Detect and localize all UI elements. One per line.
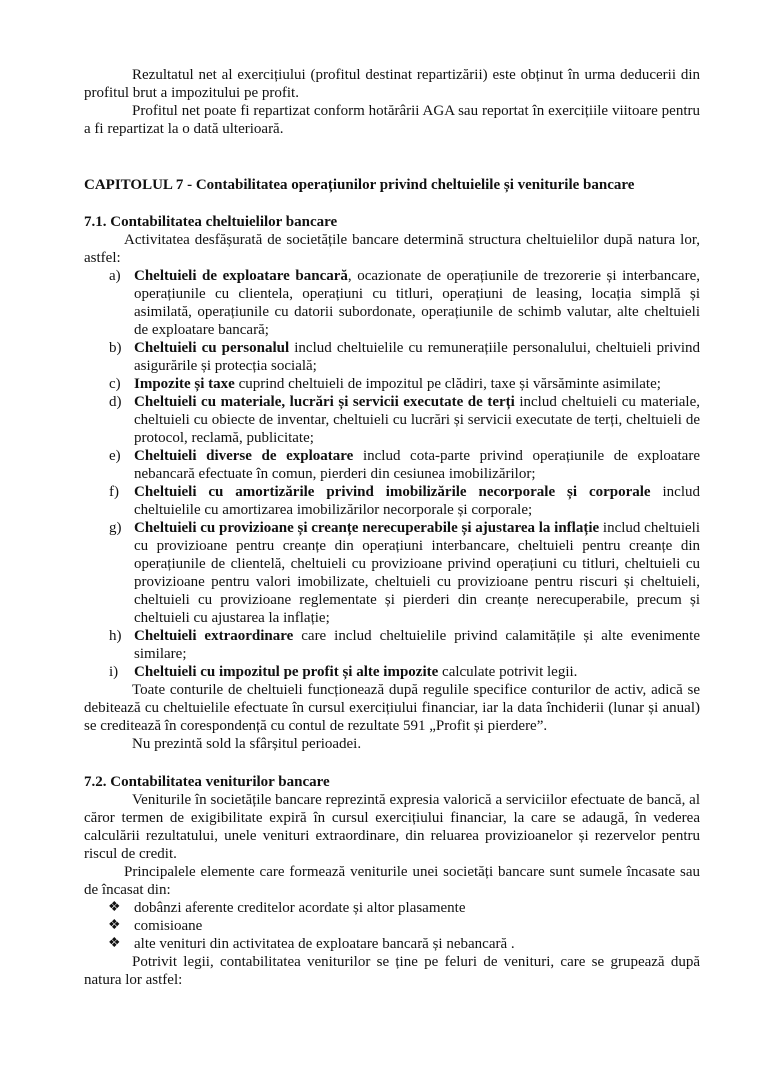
expense-category-item bbox=[84, 483, 700, 519]
revenue-sources-list bbox=[84, 899, 700, 953]
revenue-source-item bbox=[84, 899, 700, 917]
expense-category-description: calculate potrivit legii. bbox=[438, 664, 578, 680]
list-marker: g) bbox=[109, 520, 122, 536]
expense-category-description: care includ cheltuielile privind calamitățile și alte evenimente similare; bbox=[134, 628, 700, 662]
expense-category-name: Cheltuieli cu provizioane și creanțe nerecuperabile și ajustarea la inflație bbox=[134, 520, 600, 536]
list-marker: h) bbox=[109, 628, 122, 644]
expense-category-name: Cheltuieli cu personalul bbox=[134, 340, 290, 356]
expense-category-name: Impozite și taxe bbox=[134, 376, 235, 392]
intro-paragraph-1: Rezultatul net al exercițiului (profitul destinat repartizării) este obținut în urma deducerii din profitul brut a impozitului pe profit. bbox=[84, 67, 700, 101]
section-7-1 bbox=[84, 213, 700, 753]
section-7-1-heading: 7.1. Contabilitatea cheltuielilor bancare bbox=[84, 214, 338, 230]
list-marker: i) bbox=[109, 664, 119, 680]
expense-category-description: includ cheltuielile cu amortizarea imobilizărilor necorporale și corporale; bbox=[134, 484, 700, 518]
intro-paragraph-2: Profitul net poate fi repartizat conform hotărârii AGA sau reportat în exercițiile viitoare pentru a fi repartizat la o dată ulterioară. bbox=[84, 103, 700, 137]
expense-category-name: Cheltuieli cu materiale, lucrări și servicii executate de terți bbox=[134, 394, 515, 410]
chapter-title: Contabilitatea operațiunilor privind cheltuielile și veniturile bancare bbox=[195, 177, 635, 193]
expense-category-name: Cheltuieli diverse de exploatare bbox=[134, 448, 354, 464]
expense-category-description: cuprind cheltuieli de impozitul pe clădiri, taxe și vărsăminte asimilate; bbox=[234, 376, 661, 392]
section-7-2-heading: 7.2. Contabilitatea veniturilor bancare bbox=[84, 774, 330, 790]
intro-block bbox=[84, 66, 700, 138]
expense-category-description: includ cota-parte privind operațiunile de exploatare nebancară efectuate în comun, pierderi din cesiunea imobilizărilor; bbox=[134, 448, 700, 482]
expense-category-description: includ cheltuieli cu provizioane pentru creanțe din operațiuni interbancare, cheltuieli pentru creanțe din operațiunile de clientelă, cheltuieli cu provizioane privind operațiuni cu titluri, cheltuieli cu provizioane pentru valori imobilizate, cheltuieli cu provizioane pentru riscuri și cheltuieli, cheltuieli cu provizioane reglementate și pierderi din creanțe nerecuperabile, precum și cheltuieli cu ajustarea la inflație; bbox=[134, 520, 700, 626]
list-marker: f) bbox=[109, 484, 119, 500]
expense-category-name: Cheltuieli cu impozitul pe profit și alte impozite bbox=[134, 664, 439, 680]
expense-category-item bbox=[84, 447, 700, 483]
list-marker: e) bbox=[109, 448, 121, 464]
list-marker: c) bbox=[109, 376, 121, 392]
section-7-1-intro: Activitatea desfășurată de societățile bancare determină structura cheltuielilor după natura lor, astfel: bbox=[84, 232, 700, 266]
section-7-1-paragraph-after-1: Toate conturile de cheltuieli funcționează după regulile specifice conturilor de activ, adică se debitează cu cheltuielile efectuate în cursul exercițiului financiar, iar la data închiderii (lunar și anual) se creditează în corespondență cu contul de rezultate 591 „Profit și pierdere”. bbox=[84, 682, 700, 734]
revenue-source-text: dobânzi aferente creditelor acordate și altor plasamente bbox=[134, 900, 466, 916]
expense-category-name: Cheltuieli extraordinare bbox=[134, 628, 294, 644]
revenue-source-text: comisioane bbox=[134, 918, 203, 934]
diamond-bullet-icon: ❖ bbox=[108, 936, 121, 951]
diamond-bullet-icon: ❖ bbox=[108, 900, 121, 915]
revenue-source-text: alte venituri din activitatea de exploatare bancară și nebancară . bbox=[134, 936, 515, 952]
section-7-2-paragraph-1: Veniturile în societățile bancare reprezintă expresia valorică a serviciilor efectuate de bancă, al căror termen de exigibilitate expiră în cursul exercițiului financiar, la care se adaugă, în vederea calculării rezultatului, unele venituri extraordinare, din reluarea provizioanelor și rezervelor pentru riscul de credit. bbox=[84, 792, 700, 862]
section-7-2-paragraph-3: Potrivit legii, contabilitatea veniturilor se ține pe feluri de venituri, care se grupează după natura lor astfel: bbox=[84, 954, 700, 988]
chapter-heading bbox=[84, 176, 700, 194]
section-7-1-paragraph-after-2: Nu prezintă sold la sfârșitul perioadei. bbox=[132, 736, 362, 752]
expense-categories-list bbox=[84, 267, 700, 681]
chapter-prefix: CAPITOLUL 7 - bbox=[84, 177, 196, 193]
list-marker: b) bbox=[109, 340, 122, 356]
expense-category-item bbox=[84, 267, 700, 339]
revenue-source-item bbox=[84, 917, 700, 935]
section-7-2-paragraph-2: Principalele elemente care formează veniturile unei societăți bancare sunt sumele încasate sau de încasat din: bbox=[84, 864, 700, 898]
revenue-source-item bbox=[84, 935, 700, 953]
expense-category-name: Cheltuieli cu amortizările privind imobilizările necorporale și corporale bbox=[134, 484, 651, 500]
expense-category-name: Cheltuieli de exploatare bancară bbox=[134, 268, 348, 284]
list-marker: a) bbox=[109, 268, 121, 284]
expense-category-description: includ cheltuieli cu materiale, cheltuieli cu obiecte de inventar, cheltuieli cu lucrări și servicii executate de terți, cheltuieli de protocol, reclamă, publicitate; bbox=[134, 394, 700, 446]
diamond-bullet-icon: ❖ bbox=[108, 918, 121, 933]
list-marker: d) bbox=[109, 394, 122, 410]
expense-category-item bbox=[84, 375, 700, 393]
section-7-2 bbox=[84, 773, 700, 989]
expense-category-description: includ cheltuielile cu remunerațiile personalului, cheltuieli privind asigurările și protecția socială; bbox=[134, 340, 700, 374]
expense-category-item bbox=[84, 663, 700, 681]
expense-category-item bbox=[84, 627, 700, 663]
expense-category-item bbox=[84, 519, 700, 627]
expense-category-item bbox=[84, 339, 700, 375]
expense-category-item bbox=[84, 393, 700, 447]
expense-category-description: , ocazionate de operațiunile de trezorerie și interbancare, operațiunile cu clientela, operațiuni cu titluri, operațiuni de leasing, locația simplă și asimilată, operațiunile cu datorii subordonate, operațiunile de schimb valutar, alte cheltuieli de exploatare bancară; bbox=[134, 268, 700, 338]
